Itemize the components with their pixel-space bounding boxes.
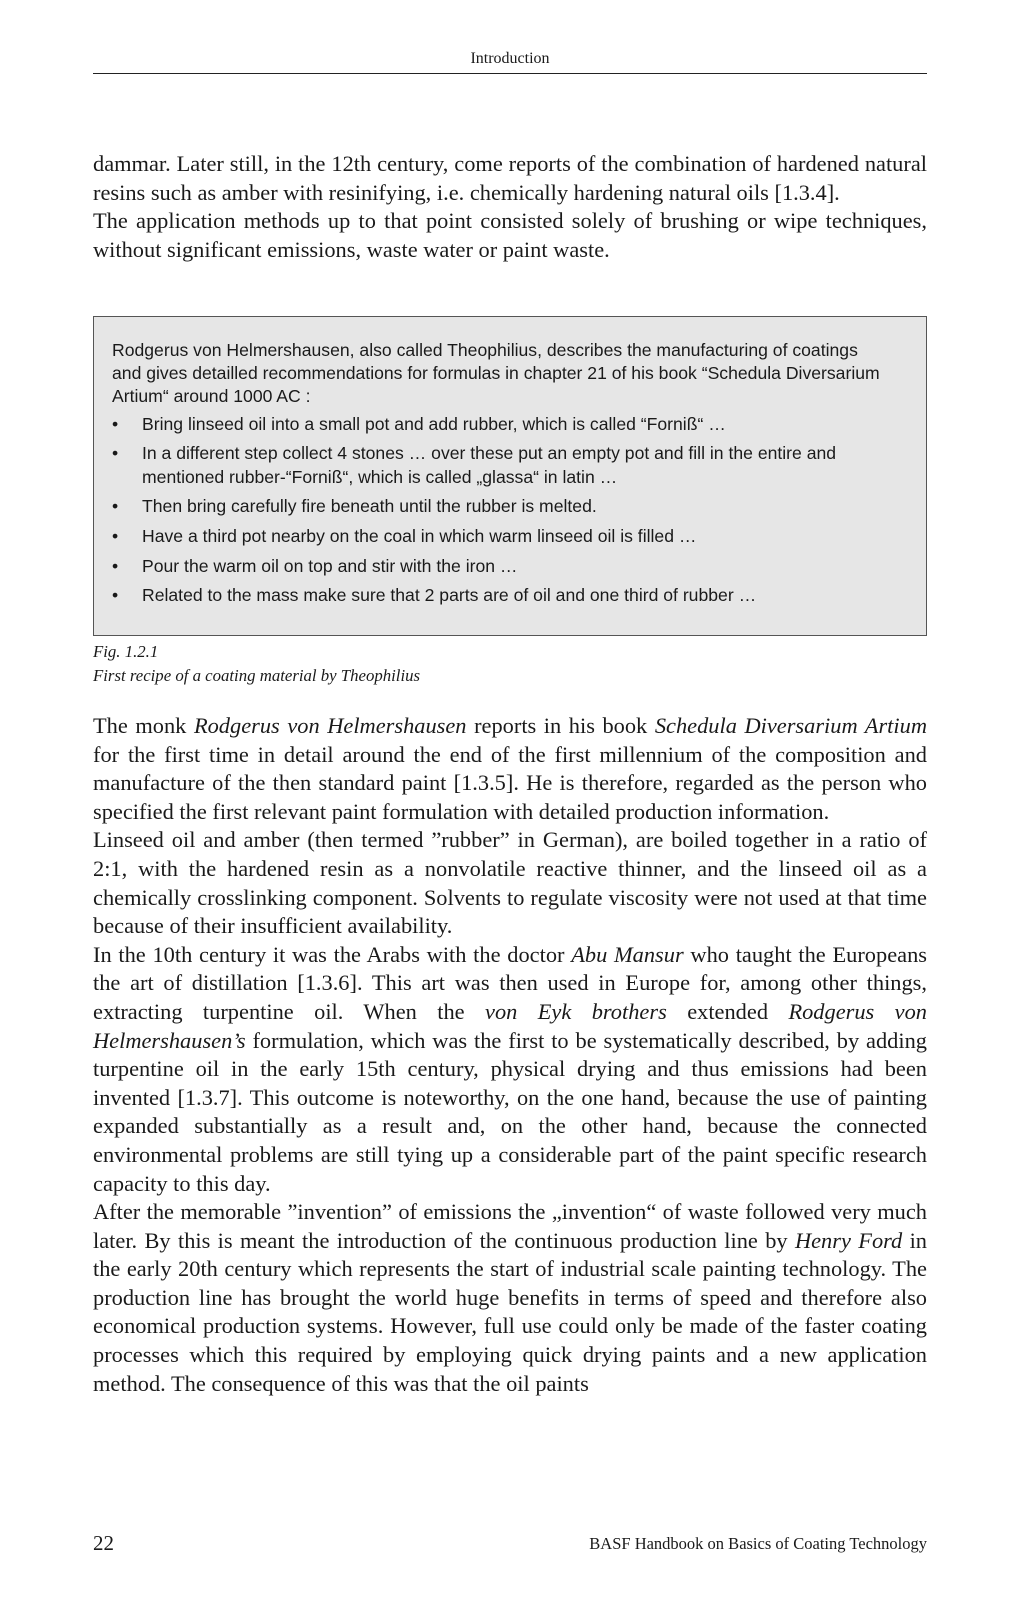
figure-label: Fig. 1.2.1 — [93, 642, 159, 661]
italic-name: Rodgerus von Helmershausen’s — [93, 998, 928, 1053]
recipe-item — [112, 413, 886, 436]
recipe-box — [93, 316, 927, 636]
bullet-icon: • — [112, 525, 119, 546]
paragraph-ford — [93, 1198, 927, 1398]
text-run: formulation, which was the first to be systematically described, by adding turpentine oil in the early 15th century, physical drying and thus emissions had been invented [1.3.7]. This outcome is noteworthy, on the one hand, because the use of painting expanded substantially as a result and, on the other hand, because the connected environmental problems are still tying up a considerable part of the paint specific research capacity to this day. — [93, 1027, 927, 1196]
bullet-icon: • — [112, 555, 119, 576]
paragraph-monk — [93, 712, 927, 826]
recipe-item-text: Related to the mass make sure that 2 parts are of oil and one third of rubber … — [142, 585, 757, 606]
bullet-icon: • — [112, 496, 119, 517]
recipe-item-text: Then bring carefully fire beneath until the rubber is melted. — [142, 496, 597, 517]
bullet-icon: • — [112, 413, 119, 434]
recipe-list — [112, 413, 886, 608]
recipe-item — [112, 495, 886, 518]
italic-name: Abu Mansur — [571, 941, 684, 967]
recipe-item — [112, 555, 886, 578]
text-run: for the first time in detail around the end of the first millennium of the composition and manufacture of the then standard paint [1.3.5]. He is therefore, regarded as the person who specified the first relevant paint formulation with detailed production information. — [93, 741, 927, 824]
text-run: in the early 20th century which represents the start of industrial scale painting technology. The production line has brought the world huge benefits in terms of speed and therefore also economical production systems. However, full use could only be made of the faster coating processes which this required by employing quick drying paints and a new application method. The consequence of this was that the oil paints — [93, 1227, 927, 1396]
page-number: 22 — [93, 1531, 114, 1555]
text-run: extended — [666, 998, 789, 1024]
text-run: who taught the Europeans the art of distillation [1.3.6]. This art was then used in Europe for, among other things, extracting turpentine oil. When the — [93, 941, 927, 1024]
figure-caption: First recipe of a coating material by Theophilius — [93, 666, 421, 685]
italic-book-title: Schedula Diversarium Artium — [654, 713, 927, 738]
recipe-intro: Rodgerus von Helmershausen, also called Theophilius, describes the manufacturing of coatings and gives detailled recommendations for formulas in chapter 21 of his book “Schedula Diversarium Artium“ around 1000 AC : — [112, 340, 880, 407]
header-rule — [93, 73, 927, 74]
running-head: Introduction — [470, 50, 550, 67]
paragraph-arabs — [93, 941, 927, 1198]
paragraph-application-methods: The application methods up to that point consisted solely of brushing or wipe techniques, without significant emissions, waste water or paint waste. — [93, 208, 927, 262]
text-run: In the 10th century it was the Arabs with the doctor — [93, 941, 572, 967]
text-run: reports in his book — [466, 713, 655, 738]
paragraph-linseed: Linseed oil and amber (then termed ”rubber” in German), are boiled together in a ratio of 2:1, with the hardened resin as a nonvolatile reactive thinner, and the linseed oil as a chemically crosslinking component. Solvents to regulate viscosity were not used at that time because of their insufficient availability. — [93, 827, 927, 939]
recipe-item — [112, 442, 886, 488]
recipe-item — [112, 584, 886, 607]
bullet-icon: • — [112, 443, 119, 464]
recipe-item-text: In a different step collect 4 stones … over these put an empty pot and fill in the entire and mentioned rubber-“Fornіß“, which is called „glassa“ in latin … — [142, 443, 837, 487]
paragraph-dammar: dammar. Later still, in the 12th century, come reports of the combination of hardened natural resins such as amber with resinifying, i.e. chemically hardening natural oils [1.3.4]. — [93, 151, 927, 205]
main-text — [93, 712, 927, 1398]
recipe-item — [112, 525, 886, 548]
text-run: The monk — [93, 713, 194, 738]
italic-name: Henry Ford — [794, 1227, 903, 1253]
continuation-text — [93, 150, 927, 264]
recipe-item-text: Bring linseed oil into a small pot and add rubber, which is called “Fornіß“ … — [142, 413, 726, 434]
recipe-item-text: Have a third pot nearby on the coal in which warm linseed oil is filled … — [142, 525, 697, 546]
footer-book-title: BASF Handbook on Basics of Coating Technology — [589, 1534, 927, 1553]
italic-name: Rodgerus von Helmershausen — [193, 713, 467, 738]
text-run: After the memorable ”invention” of emissions the „invention“ of waste followed very much later. By this is meant the introduction of the continuous production line by — [93, 1199, 927, 1253]
bullet-icon: • — [112, 585, 119, 606]
italic-name: von Eyk brothers — [485, 998, 667, 1024]
recipe-item-text: Pour the warm oil on top and stir with the iron … — [142, 555, 518, 576]
